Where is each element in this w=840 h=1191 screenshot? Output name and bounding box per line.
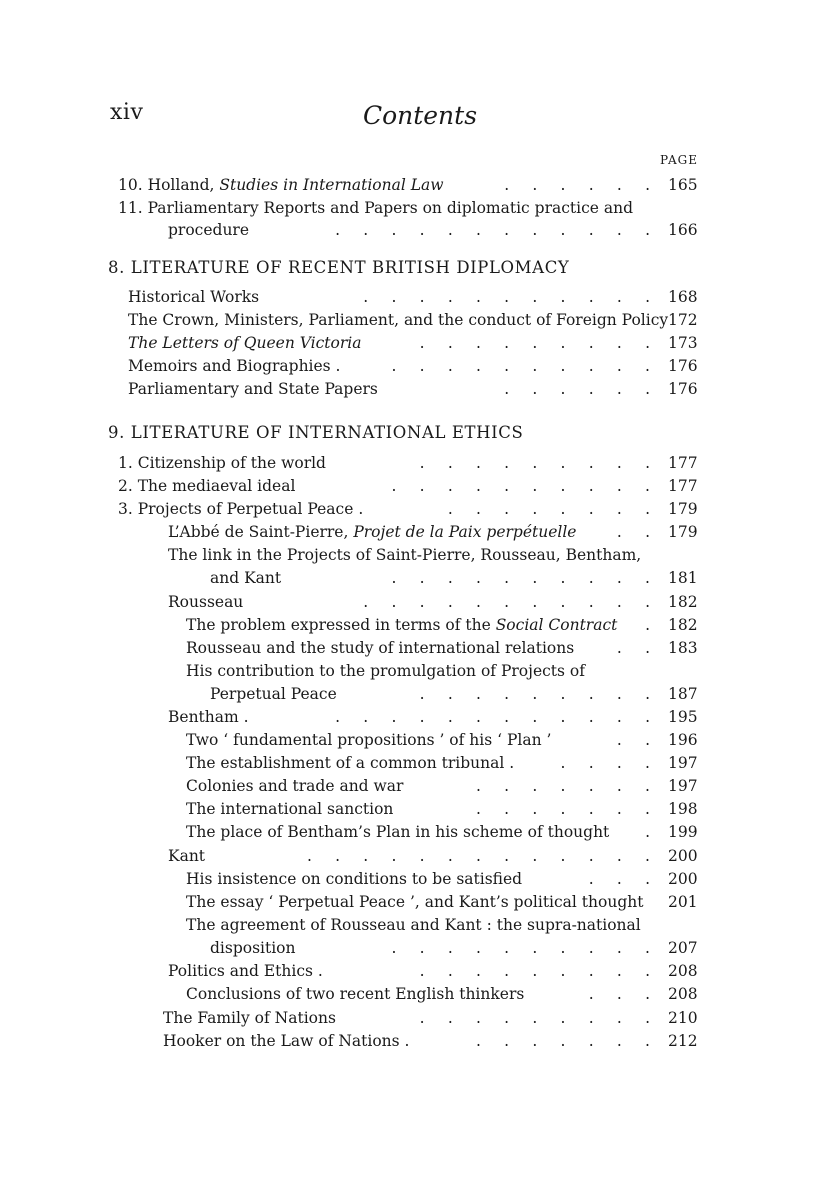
toc-entry-label	[168, 961, 323, 981]
page-number-ref: 176	[668, 380, 698, 398]
page-number: xiv	[110, 100, 144, 125]
toc-entry-label	[186, 822, 609, 842]
entry-text: Memoirs and Biographies .	[128, 357, 341, 375]
page-number-ref: 195	[668, 708, 698, 726]
toc-entry-label	[128, 287, 259, 307]
toc-entry-label	[210, 568, 281, 588]
dot-leader: . . . . . . .	[476, 1032, 650, 1050]
entry-text: Conclusions of two recent English thinkers	[186, 985, 525, 1003]
page-number-ref: 179	[668, 523, 698, 541]
entry-text: Politics and Ethics .	[168, 962, 323, 980]
toc-entry-label	[186, 661, 585, 681]
section-heading: 8. LITERATURE OF RECENT BRITISH DIPLOMACY	[108, 258, 570, 277]
toc-entry-label	[186, 799, 393, 819]
page-number-ref: 200	[668, 847, 698, 865]
entry-text: procedure	[168, 221, 250, 239]
dot-leader: . . . . . . . . . . .	[363, 593, 650, 611]
dot-leader: . . . .	[560, 754, 650, 772]
entry-text: The Crown, Ministers, Parliament, and the conduct of Foreign Policy	[128, 311, 669, 329]
page-number-ref: 173	[668, 334, 698, 352]
entry-text: Kant	[168, 847, 206, 865]
entry-text: L’Abbé de Saint-Pierre,	[168, 523, 354, 541]
page-number-ref: 165	[668, 176, 698, 194]
dot-leader: . . . . . .	[504, 176, 650, 194]
toc-entry-label	[186, 776, 403, 796]
dot-leader: . . . . . . . .	[447, 500, 650, 518]
toc-entry-label	[168, 522, 576, 542]
dot-leader: . .	[616, 523, 650, 541]
page-number-ref: 179	[668, 500, 698, 518]
entry-text: His contribution to the promulgation of Projects of	[186, 662, 585, 680]
dot-leader: .	[645, 823, 650, 841]
dot-leader: . . . . . . . . .	[419, 1009, 650, 1027]
dot-leader: . . . . . . .	[476, 777, 650, 795]
entry-text: Rousseau and the study of international relations	[186, 639, 575, 657]
page-column-header: PAGE	[660, 153, 698, 167]
entry-text: Hooker on the Law of Nations .	[163, 1032, 410, 1050]
toc-entry-label	[163, 1008, 336, 1028]
toc-entry-label	[128, 379, 378, 399]
toc-entry-label	[186, 730, 551, 750]
dot-leader: . .	[616, 731, 650, 749]
page-number-ref: 172	[668, 311, 698, 329]
page-number-ref: 176	[668, 357, 698, 375]
dot-leader: . . .	[588, 985, 650, 1003]
page-number-ref: 183	[668, 639, 698, 657]
dot-leader: . . . . . . . . . . . . .	[306, 847, 650, 865]
page-number-ref: 197	[668, 777, 698, 795]
entry-title-italic: Social Contract	[495, 616, 618, 634]
dot-leader: . . . . . .	[504, 380, 650, 398]
page-number-ref: 212	[668, 1032, 698, 1050]
section-heading: 9. LITERATURE OF INTERNATIONAL ETHICS	[108, 423, 524, 442]
toc-entry-label	[186, 892, 643, 912]
dot-leader: . . . . . . . . .	[419, 454, 650, 472]
entry-text: Historical Works	[128, 288, 260, 306]
entry-text: His insistence on conditions to be satisfied	[186, 870, 523, 888]
dot-leader: . . . . . . . . . . . .	[335, 221, 650, 239]
toc-entry-label	[210, 938, 296, 958]
toc-entry-label	[186, 984, 524, 1004]
entry-text: Bentham .	[168, 708, 249, 726]
entry-text: disposition	[210, 939, 296, 957]
entry-text: and Kant	[210, 569, 282, 587]
dot-leader: . . . . . . .	[476, 800, 650, 818]
entry-text: The agreement of Rousseau and Kant : the supra-national	[186, 916, 641, 934]
toc-entry-label	[168, 220, 249, 240]
entry-text: The establishment of a common tribunal .	[186, 754, 515, 772]
entry-text: Rousseau	[168, 593, 244, 611]
page-number-ref: 196	[668, 731, 698, 749]
dot-leader: . . . . . . . . .	[419, 962, 650, 980]
entry-text: 3. Projects of Perpetual Peace .	[118, 500, 364, 518]
page-number-ref: 177	[668, 477, 698, 495]
dot-leader: . . . . . . . . . . .	[363, 288, 650, 306]
toc-entry-label	[118, 476, 295, 496]
page-number-ref: 208	[668, 962, 698, 980]
entry-text: Parliamentary and State Papers	[128, 380, 378, 398]
toc-entry-label	[168, 846, 205, 866]
toc-entry-label	[118, 499, 363, 519]
entry-text: The place of Bentham’s Plan in his scheme of thought	[186, 823, 610, 841]
entry-text: The international sanction	[186, 800, 394, 818]
page-number-ref: 182	[668, 593, 698, 611]
dot-leader: .	[645, 616, 650, 634]
dot-leader: . .	[616, 639, 650, 657]
entry-text: The problem expressed in terms of the	[186, 616, 496, 634]
entry-title-italic: Studies in International Law	[219, 176, 444, 194]
page-number-ref: 200	[668, 870, 698, 888]
page-number-ref: 197	[668, 754, 698, 772]
page-number-ref: 177	[668, 454, 698, 472]
entry-text: Two ‘ fundamental propositions ’ of his ‘ Plan ’	[186, 731, 552, 749]
page-number-ref: 199	[668, 823, 698, 841]
entry-text: 2. The mediaeval ideal	[118, 477, 296, 495]
page-number-ref: 168	[668, 288, 698, 306]
entry-text: Colonies and trade and war	[186, 777, 404, 795]
toc-entry-label	[168, 545, 641, 565]
toc-entry-label	[118, 175, 444, 195]
toc-entry-label	[186, 753, 514, 773]
entry-text: The essay ‘ Perpetual Peace ’, and Kant’s political thought	[186, 893, 644, 911]
entry-title-italic: The Letters of Queen Victoria	[128, 334, 362, 352]
toc-entry-label	[186, 869, 522, 889]
entry-text: 1. Citizenship of the world	[118, 454, 326, 472]
entry-text: Perpetual Peace	[210, 685, 337, 703]
dot-leader: . . . . . . . . . .	[391, 357, 650, 375]
toc-entry-label	[128, 310, 668, 330]
toc-entry-label	[168, 707, 249, 727]
entry-text: 10. Holland,	[118, 176, 220, 194]
entry-text: The Family of Nations	[163, 1009, 336, 1027]
dot-leader: . . . . . . . . .	[419, 334, 650, 352]
page-number-ref: 182	[668, 616, 698, 634]
toc-entry-label	[163, 1031, 409, 1051]
toc-entry-label	[186, 915, 641, 935]
dot-leader: . . . . . . . . . .	[391, 569, 650, 587]
toc-entry-label	[210, 684, 337, 704]
page-number-ref: 210	[668, 1009, 698, 1027]
page-number-ref: 198	[668, 800, 698, 818]
dot-leader: . . . . . . . . .	[419, 685, 650, 703]
page-number-ref: 207	[668, 939, 698, 957]
toc-entry-label	[118, 453, 326, 473]
page-number-ref: 181	[668, 569, 698, 587]
dot-leader: . . . . . . . . . . . .	[335, 708, 650, 726]
toc-entry-label	[118, 198, 633, 218]
toc-entry-label	[186, 638, 574, 658]
entry-title-italic: Projet de la Paix perpétuelle	[353, 523, 577, 541]
toc-entry-label	[186, 615, 617, 635]
entry-text: The link in the Projects of Saint-Pierre, Rousseau, Bentham,	[168, 546, 642, 564]
toc-entry-label	[128, 333, 361, 353]
page-number-ref: 187	[668, 685, 698, 703]
page-number-ref: 201	[668, 893, 698, 911]
toc-entry-label	[168, 592, 243, 612]
page-number-ref: 208	[668, 985, 698, 1003]
toc-entry-label	[128, 356, 341, 376]
page-title: Contents	[362, 101, 478, 130]
entry-text: 11. Parliamentary Reports and Papers on diplomatic practice and	[118, 199, 634, 217]
dot-leader: . . . . . . . . . .	[391, 477, 650, 495]
dot-leader: . . . . . . . . . .	[391, 939, 650, 957]
dot-leader: . . .	[588, 870, 650, 888]
page-number-ref: 166	[668, 221, 698, 239]
